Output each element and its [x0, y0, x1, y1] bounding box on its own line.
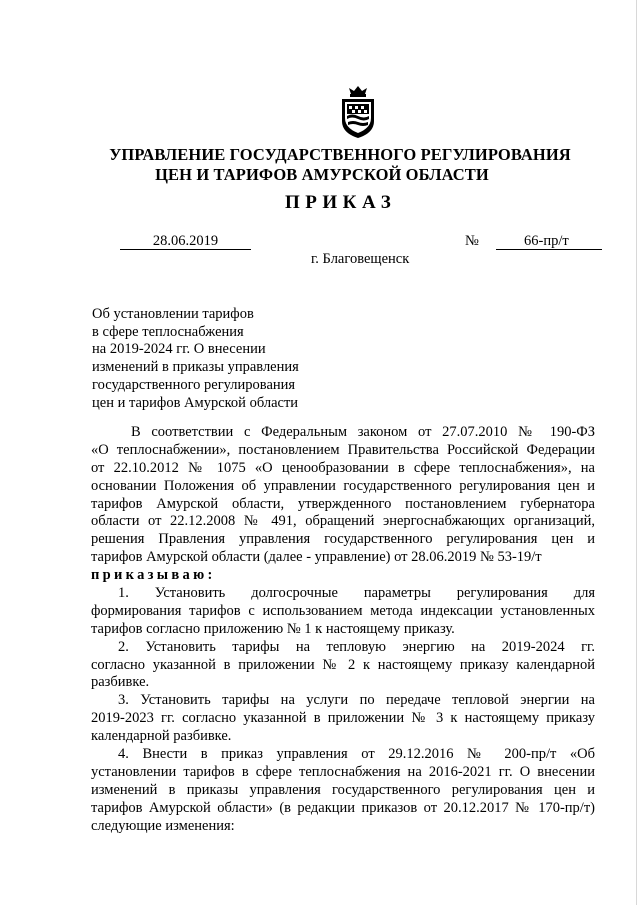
- document-number: 66-пр/т: [496, 233, 602, 250]
- item-1-line: формирования тарифов с использованием метода индексации установленных: [91, 602, 595, 619]
- document-city: г. Благовещенск: [311, 251, 410, 267]
- page-edge-line: [636, 0, 637, 905]
- item-1-line: 1. Установить долгосрочные параметры регулирования для: [118, 585, 595, 602]
- document-subject: [92, 306, 322, 412]
- subject-line: государственного регулирования: [92, 376, 296, 393]
- item-3-line: 2019-2023 гг. согласно указанной в приложении № 3 к настоящему приказу: [91, 710, 595, 727]
- preamble-line: области от 22.12.2008 № 491, обращений энергоснабжающих организаций,: [91, 513, 595, 530]
- preamble-line: тарифов Амурской области, утвержденного постановлением губернатора: [91, 495, 595, 512]
- number-sign: №: [465, 233, 479, 249]
- preamble-line: основании Положения об управлении государственного регулирования цен и: [91, 477, 595, 494]
- item-2-line: разбивке.: [91, 674, 150, 691]
- document-type-title: ПРИКАЗ: [285, 192, 397, 213]
- item-3-line: календарной разбивке.: [91, 728, 232, 745]
- order-word: приказываю:: [91, 567, 216, 584]
- item-2-line: согласно указанной в приложении № 2 к настоящему приказу календарной: [91, 656, 595, 673]
- item-2-line: 2. Установить тарифы на тепловую энергию на 2019-2024 гг.: [118, 638, 595, 655]
- item-4-line: тарифов Амурской области» (в редакции приказов от 20.12.2017 № 170-пр/т): [91, 799, 595, 816]
- item-4-line: установлении тарифов в сфере теплоснабжения на 2016-2021 гг. О внесении: [91, 763, 595, 780]
- item-4-line: изменений в приказы управления государственного регулирования цен и: [91, 781, 595, 798]
- subject-line: на 2019-2024 гг. О внесении: [92, 341, 266, 358]
- organization-name-line-1: УПРАВЛЕНИЕ ГОСУДАРСТВЕННОГО РЕГУЛИРОВАНИЯ: [109, 145, 571, 164]
- document-body: [91, 424, 595, 835]
- item-4-line: 4. Внести в приказ управления от 29.12.2016 № 200-пр/т «Об: [118, 746, 595, 763]
- subject-line: цен и тарифов Амурской области: [92, 394, 299, 411]
- item-4-line: следующие изменения:: [91, 817, 235, 834]
- preamble-line: тарифов Амурской области (далее - управление) от 28.06.2019 № 53-19/т: [91, 549, 542, 566]
- preamble-line: от 22.10.2012 № 1075 «О ценообразовании в сфере теплоснабжения», на: [91, 459, 595, 476]
- preamble-line: В соответствии с Федеральным законом от 27.07.2010 № 190-ФЗ: [131, 424, 595, 440]
- document-date: 28.06.2019: [120, 233, 251, 250]
- amur-region-coat-of-arms-icon: [339, 85, 377, 139]
- subject-line: Об установлении тарифов: [92, 306, 254, 322]
- organization-name-line-2: ЦЕН И ТАРИФОВ АМУРСКОЙ ОБЛАСТИ: [155, 165, 489, 184]
- subject-line: в сфере теплоснабжения: [92, 323, 244, 340]
- item-1-line: тарифов согласно приложению № 1 к настоящему приказу.: [91, 620, 455, 637]
- preamble-line: решения Правления управления государственного регулирования цен и: [91, 531, 595, 548]
- subject-line: изменений в приказы управления: [92, 359, 299, 376]
- item-3-line: 3. Установить тарифы на услуги по передаче тепловой энергии на: [118, 692, 595, 709]
- preamble-line: «О теплоснабжении», постановлением Правительства Российской Федерации: [91, 441, 595, 458]
